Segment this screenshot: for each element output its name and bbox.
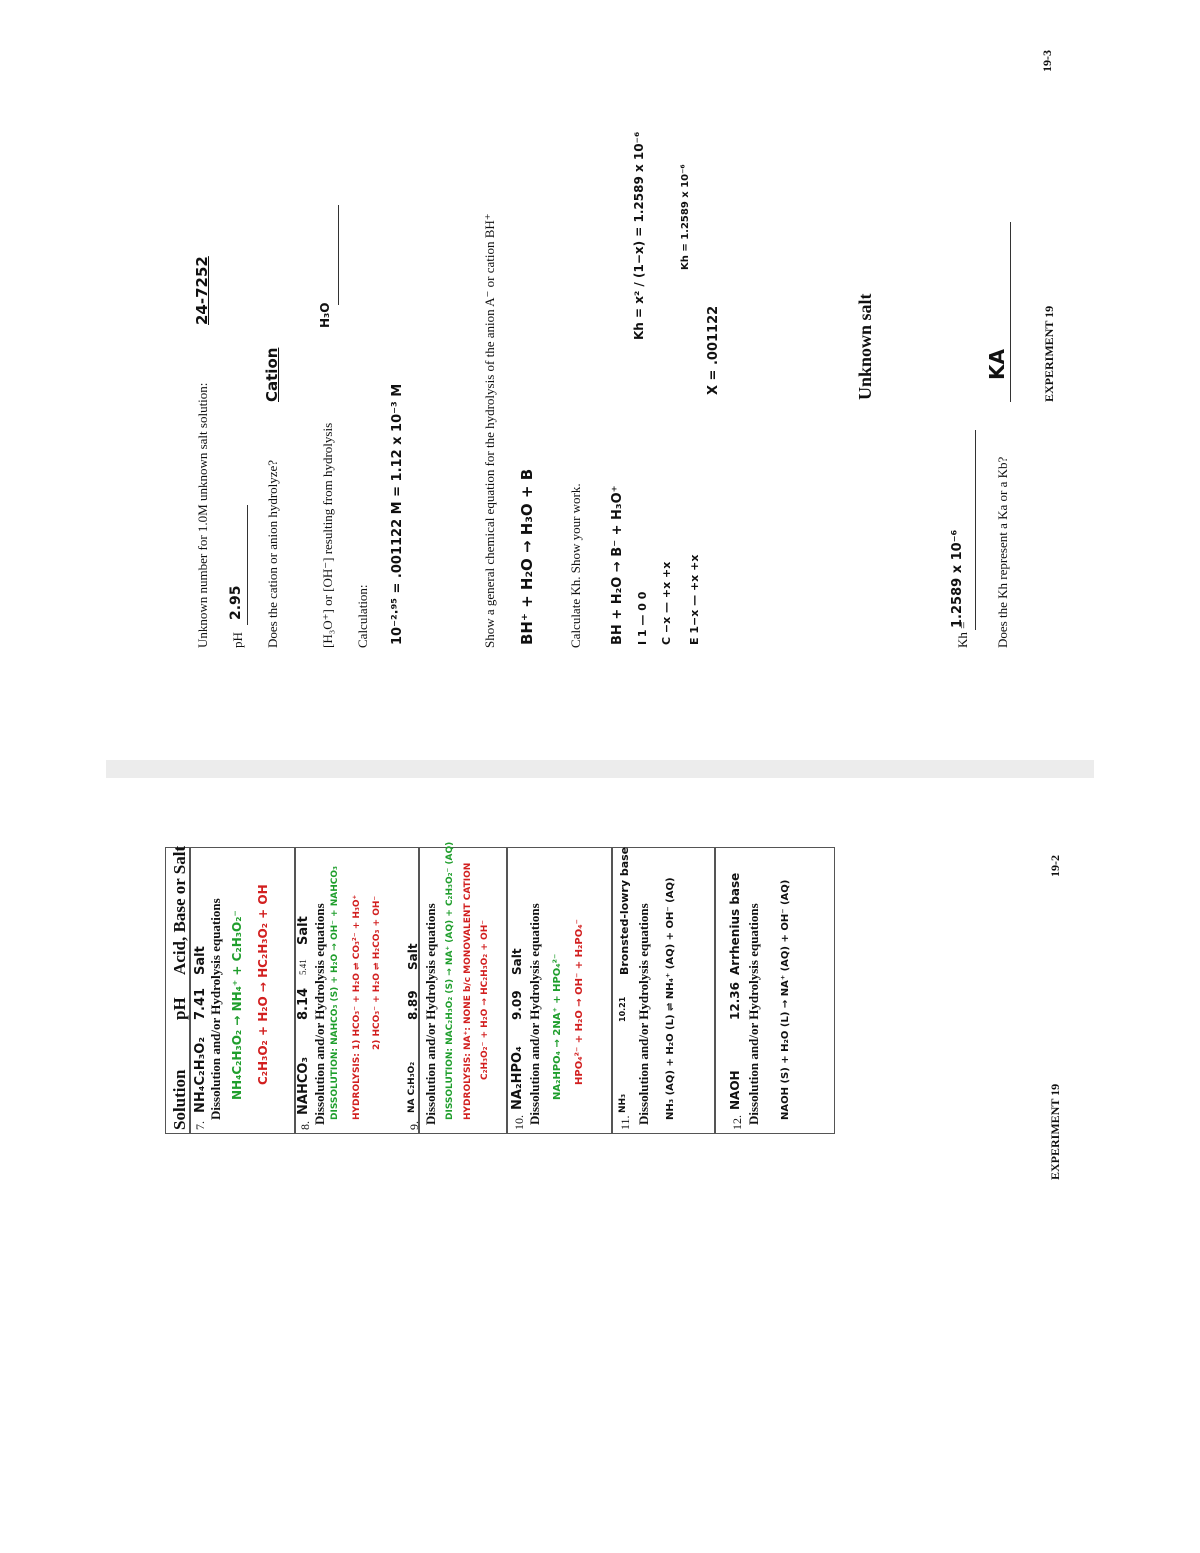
ice-equilibrium: E 1−x — +x +x xyxy=(688,554,701,645)
row-type: Salt xyxy=(296,916,311,945)
ph-label: pH xyxy=(230,632,245,648)
header-acid-base-salt: Acid, Base or Salt xyxy=(170,845,189,975)
equation: NH₃ (AQ) + H₂O (L) ⇌ NH₄⁺ (AQ) + OH⁻ (AQ) xyxy=(665,877,676,1120)
section-label: Dissolution and/or Hydrolysis equations xyxy=(208,898,223,1120)
calculate-kh-prompt: Calculate Kh. Show your work. xyxy=(568,483,583,648)
section-label: Dissolution and/or Hydrolysis equations xyxy=(527,903,542,1125)
section-title: Unknown salt xyxy=(855,293,875,400)
ice-equation: BH + H₂O → B⁻ + H₃O⁺ xyxy=(610,485,625,645)
row-type: Arrhenius base xyxy=(728,872,742,975)
concentration-underline xyxy=(338,205,339,305)
row-ph-alt: 5.41 xyxy=(298,959,308,975)
kh-represent-underline xyxy=(1010,222,1011,402)
kh-expression: Kh = x² / (1−x) = 1.2589 x 10⁻⁶ xyxy=(632,131,646,340)
unknown-number-value: 24-7252 xyxy=(193,256,211,325)
row-solution: NH₃ xyxy=(618,1093,628,1113)
section-label: Dissolution and/or Hydrolysis equations xyxy=(746,903,761,1125)
row-solution: NH₄C₂H₃O₂ xyxy=(193,1036,208,1113)
general-equation-answer: BH⁺ + H₂O → H₃O + B xyxy=(518,468,536,645)
row-num: 11. xyxy=(618,1115,632,1130)
page-divider xyxy=(106,760,1094,778)
row-ph: 9.09 xyxy=(510,990,524,1020)
row-num: 9. xyxy=(407,1121,421,1130)
concentration-answer: H₃O xyxy=(318,302,332,328)
row-rule xyxy=(611,848,613,1133)
kh-answer: 1.2589 x 10⁻⁶ xyxy=(950,529,965,628)
equation: HPO₄²⁻ + H₂O → OH⁻ + H₂PO₄⁻ xyxy=(574,919,585,1085)
unknown-number-label: Unknown number for 1.0M unknown salt solution: xyxy=(195,382,210,648)
equation: C₂H₃O₂⁻ + H₂O → HC₂H₃O₂ + OH⁻ xyxy=(480,920,490,1080)
kh-represent-answer: KA xyxy=(985,349,1009,380)
row-solution: NAHCO₃ xyxy=(296,1056,311,1115)
ph-underline xyxy=(247,505,248,625)
row-ph: 8.89 xyxy=(406,990,420,1020)
row-type: Salt xyxy=(193,946,208,975)
concentration-label: [H₃O⁺] or [OH⁻] resulting from hydrolysis xyxy=(320,422,335,648)
hydrolyze-question: Does the cation or anion hydrolyze? xyxy=(265,459,280,648)
equation: HYDROLYSIS: 1) HCO₃⁻ + H₂O ⇌ CO₃²⁻ + H₃O⁺ xyxy=(352,894,362,1120)
equation: NA₂HPO₄ → 2NA⁺ + HPO₄²⁻ xyxy=(552,953,563,1100)
section-label: Dissolution and/or Hydrolysis equations xyxy=(636,903,651,1125)
equation: NH₄C₂H₃O₂ → NH₄⁺ + C₂H₃O₂⁻ xyxy=(230,910,244,1100)
kh-represent-question: Does the Kh represent a Ka or a Kb? xyxy=(995,456,1010,648)
x-value: X = .001122 xyxy=(706,305,721,395)
calculation-work: 10⁻²·⁹⁵ = .001122 M = 1.12 x 10⁻³ M xyxy=(390,383,405,645)
hydrolyze-answer: Cation xyxy=(263,347,281,402)
row-ph: 12.36 xyxy=(728,982,742,1020)
row-num: 7. xyxy=(193,1121,207,1130)
row-ph: 8.14 xyxy=(296,987,311,1020)
footer-page-number: 19-2 xyxy=(1048,855,1062,877)
row-num: 12. xyxy=(730,1115,744,1130)
equation: DISSOLUTION: NAC₂H₃O₂ (S) → NA⁺ (AQ) + C₂H₃O₂⁻ (AQ) xyxy=(445,841,455,1120)
ph-value: 2.95 xyxy=(228,585,244,620)
footer-experiment: EXPERIMENT 19 xyxy=(1048,1083,1062,1180)
row-type: Salt xyxy=(406,943,420,970)
row-num: 8. xyxy=(298,1121,312,1130)
general-equation-prompt: Show a general chemical equation for the hydrolysis of the anion A⁻ or cation BH⁺ xyxy=(482,213,497,648)
equation: C₂H₃O₂ + H₂O → HC₂H₃O₂ + OH xyxy=(256,884,270,1085)
row-solution: NA C₂H₃O₂ xyxy=(407,1061,417,1113)
footer-page-number: 19-3 xyxy=(1040,50,1054,72)
equation: 2) HCO₃⁻ + H₂O ⇌ H₂CO₃ + OH⁻ xyxy=(372,895,382,1050)
section-label: Dissolution and/or Hydrolysis equations xyxy=(423,903,438,1125)
row-ph: 7.41 xyxy=(193,987,208,1020)
header-solution: Solution xyxy=(170,1069,189,1130)
section-label: Dissolution and/or Hydrolysis equations xyxy=(312,903,327,1125)
row-ph: 10.21 xyxy=(618,996,627,1022)
kh-label: Kh = xyxy=(955,621,970,648)
row-num: 10. xyxy=(512,1115,526,1130)
equation: NAOH (S) + H₂O (L) → NA⁺ (AQ) + OH⁻ (AQ) xyxy=(780,879,791,1120)
row-rule xyxy=(506,848,508,1133)
row-solution: NA₂HPO₄ xyxy=(510,1046,525,1110)
equation: DISSOLUTION: NAHCO₃ (S) + H₂O → OH⁻ + NAHCO₃ xyxy=(330,866,340,1120)
row-solution: NAOH xyxy=(728,1070,742,1110)
kh-result: Kh = 1.2589 x 10⁻⁶ xyxy=(680,164,691,270)
equation: HYDROLYSIS: NA⁺: NONE b/c MONOVALENT CATION xyxy=(463,862,473,1120)
ice-change: C −x — +x +x xyxy=(660,561,673,645)
calculation-label: Calculation: xyxy=(355,584,370,648)
kh-underline xyxy=(975,430,976,630)
header-ph: pH xyxy=(170,997,189,1020)
row-rule xyxy=(714,848,716,1133)
row-type: Salt xyxy=(510,948,524,975)
footer-experiment: EXPERIMENT 19 xyxy=(1042,305,1056,402)
ice-initial: I 1 — 0 0 xyxy=(636,591,649,645)
row-type: Bronsted-lowry base xyxy=(618,846,631,975)
